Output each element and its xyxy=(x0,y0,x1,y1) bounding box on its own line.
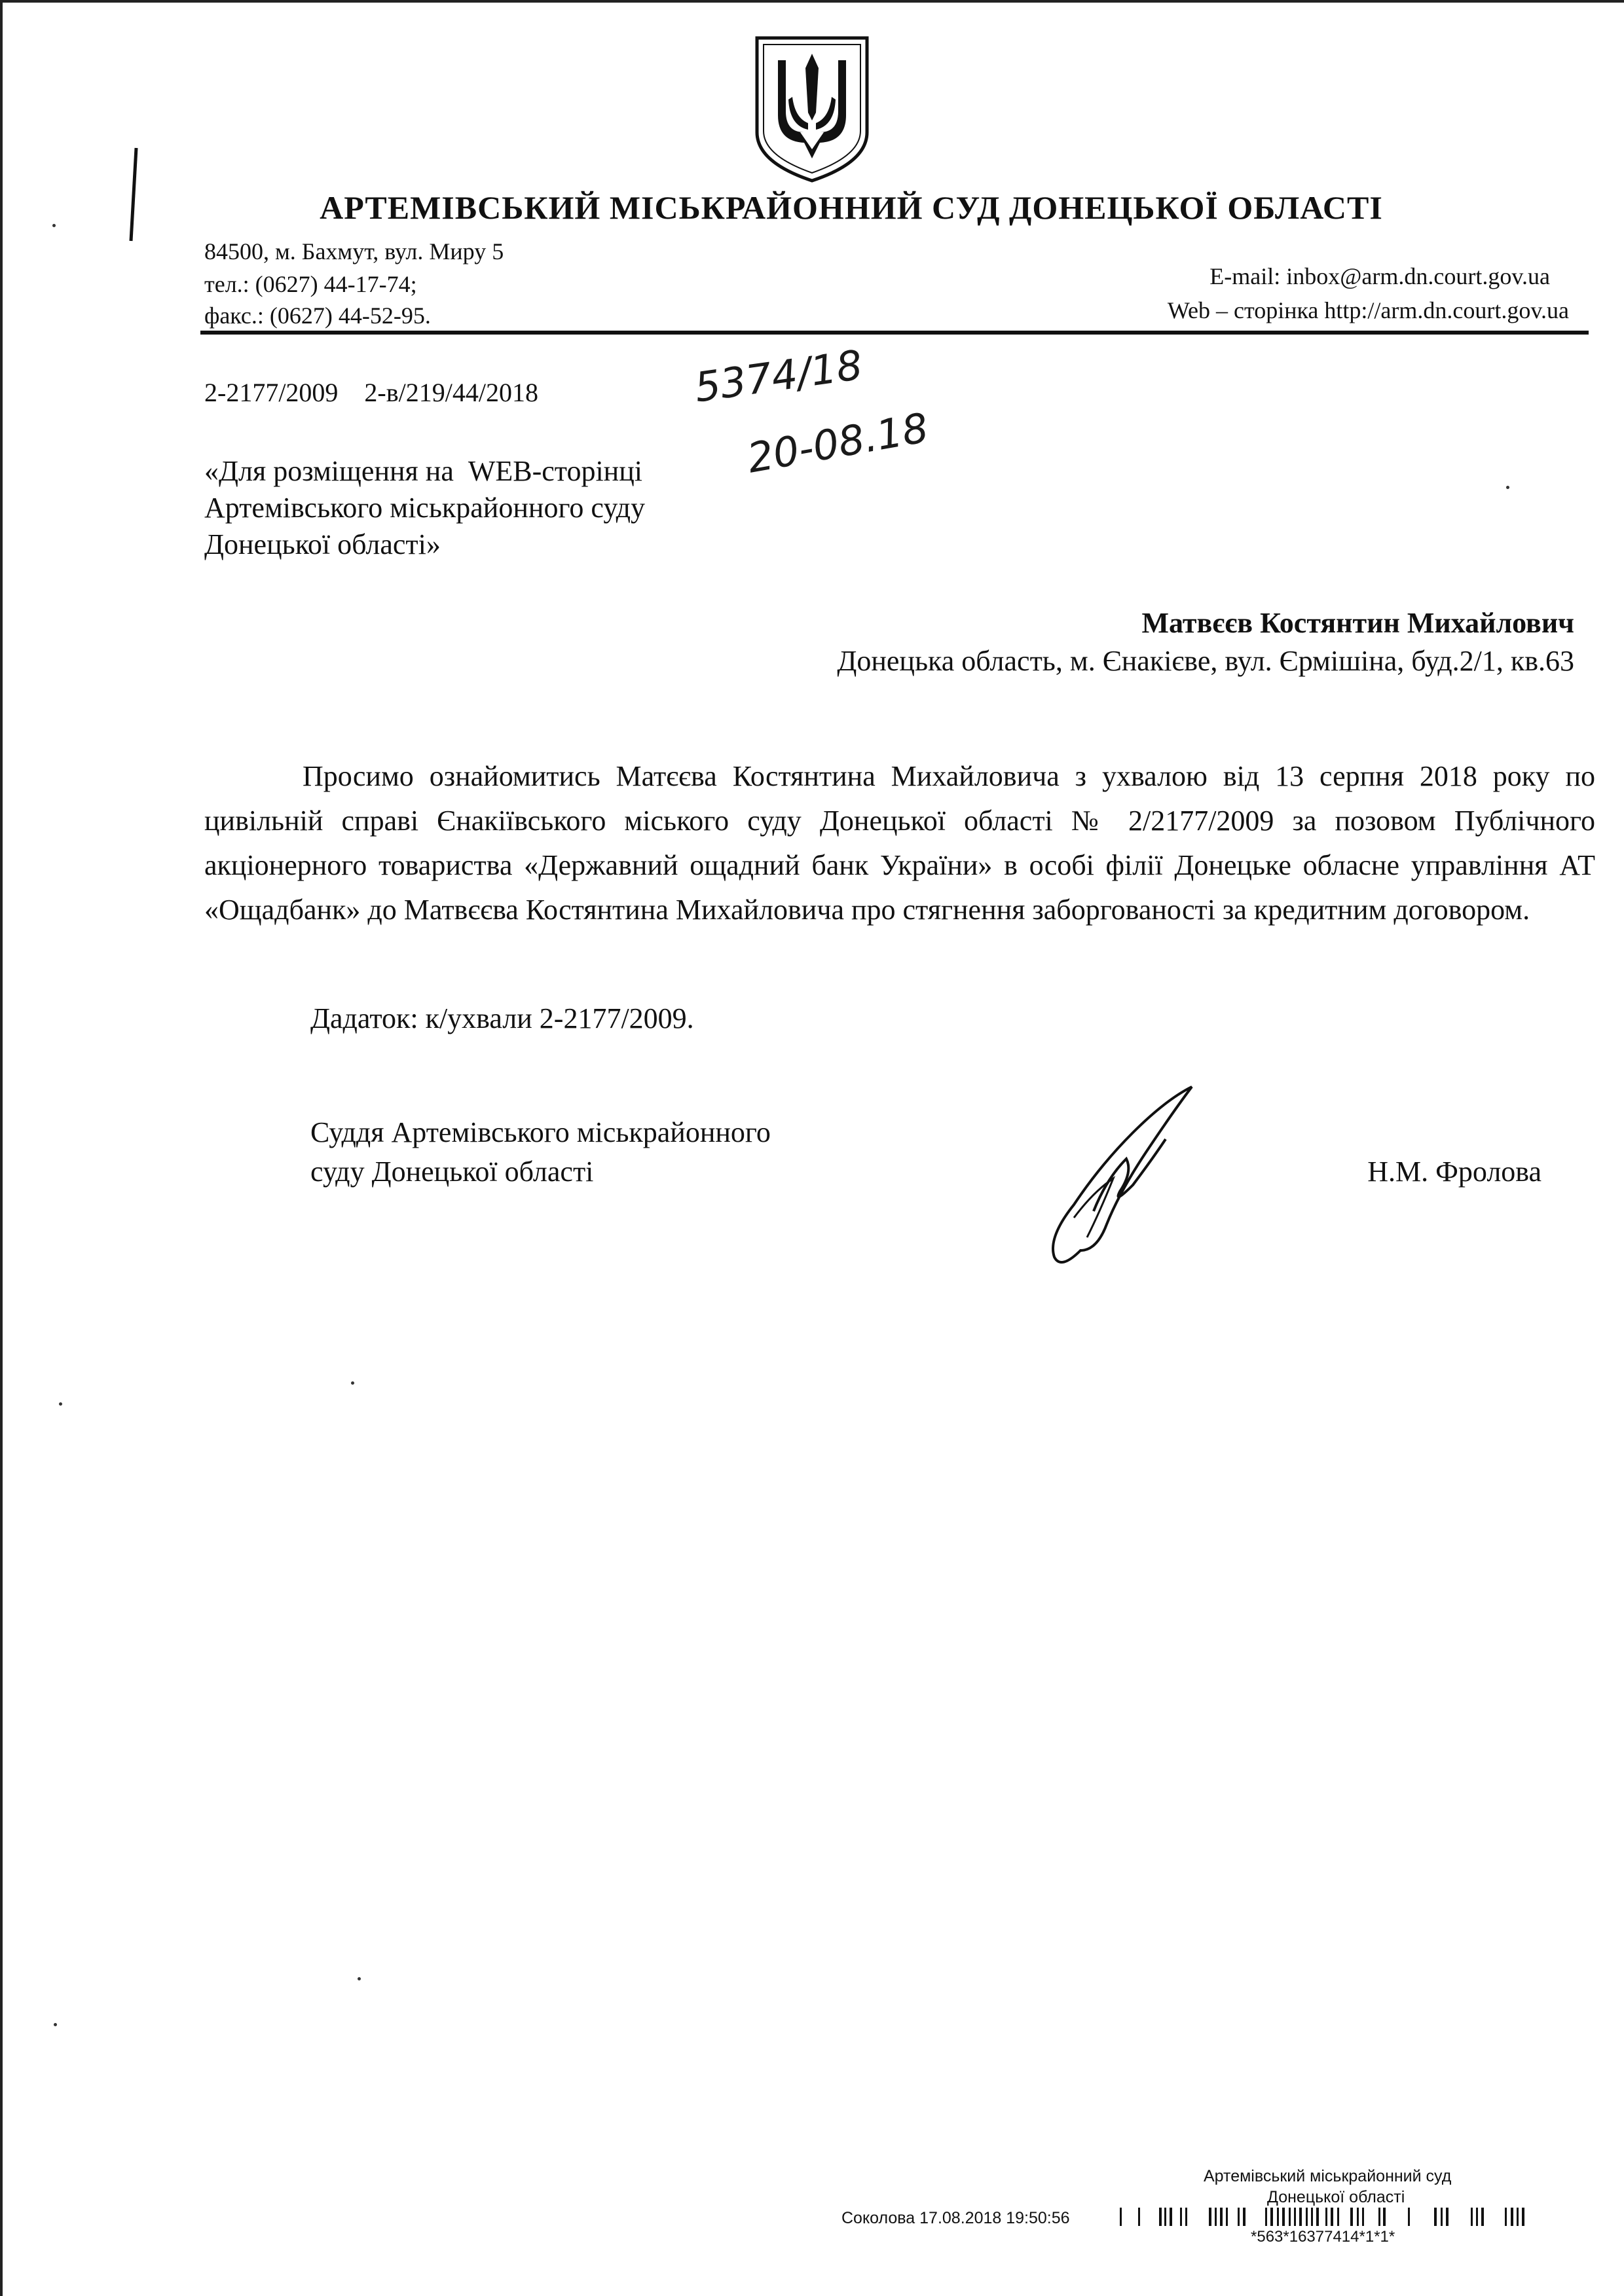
scan-speck xyxy=(59,1402,62,1406)
header-divider xyxy=(200,331,1589,335)
trident-coat-of-arms-icon xyxy=(752,34,872,185)
court-website[interactable]: Web – сторінка http://arm.dn.court.gov.ua xyxy=(1167,297,1569,323)
margin-pen-stroke xyxy=(128,145,139,244)
scan-speck xyxy=(358,1977,361,1980)
stamp-court-region: Донецької області xyxy=(1267,2188,1405,2206)
court-fax: факс.: (0627) 44-52-95. xyxy=(204,302,431,329)
handwritten-registration-number: 5374/18 xyxy=(692,340,866,412)
scan-edge-top xyxy=(0,0,1624,3)
court-name: АРТЕМІВСЬКИЙ МІСЬКРАЙОННИЙ СУД ДОНЕЦЬКОЇ ОБЛАСТІ xyxy=(320,189,1383,226)
handwritten-signature xyxy=(1035,1080,1205,1277)
scan-edge-left xyxy=(0,0,3,2296)
court-phone: тел.: (0627) 44-17-74; xyxy=(204,271,417,297)
attachment-note: Дадаток: к/ухвали 2-2177/2009. xyxy=(310,1002,694,1034)
placement-note-line: «Для розміщення на WEB-сторінці xyxy=(204,455,642,487)
scan-speck xyxy=(54,2023,57,2026)
letter-body: Просимо ознайомитись Матєєва Костянтина Михайловича з ухвалою від 13 серпня 2018 року по цивільній справі Єнакіївського міського суду Донецької області № 2/2177/2009 за позовом Публічного акціонерного товариства «Державний ощадний банк України» в особі філії Донецьке обласне управління АТ «Ощадбанк» до Матвєєва Костянтина Михайловича про стягнення заборгованості за кредитним договором. xyxy=(204,760,1595,926)
barcode xyxy=(1120,2206,1585,2227)
signer-title-line: суду Донецької області xyxy=(310,1156,594,1188)
recipient-name: Матвєєв Костянтин Михайлович xyxy=(1141,607,1574,639)
signer-name: Н.М. Фролова xyxy=(1367,1156,1541,1188)
court-email[interactable]: E-mail: inbox@arm.dn.court.gov.ua xyxy=(1209,263,1550,289)
placement-note-line: Донецької області» xyxy=(204,528,441,560)
scan-speck xyxy=(52,224,56,227)
handwritten-date: 20-08.18 xyxy=(743,403,932,483)
stamp-court-name: Артемівський міськрайонний суд xyxy=(1204,2167,1452,2185)
placement-note-line: Артемівського міськрайонного суду xyxy=(204,492,645,524)
scan-speck xyxy=(1506,486,1509,489)
signer-title-line: Суддя Артемівського міськрайонного xyxy=(310,1116,771,1148)
recipient-address: Донецька область, м. Єнакієве, вул. Єрмішіна, буд.2/1, кв.63 xyxy=(837,645,1574,677)
case-numbers: 2-2177/2009 2-в/219/44/2018 xyxy=(204,378,538,407)
stamp-document-code: *563*16377414*1*1* xyxy=(1251,2228,1395,2246)
stamp-operator-datetime: Соколова 17.08.2018 19:50:56 xyxy=(841,2209,1070,2227)
court-address: 84500, м. Бахмут, вул. Миру 5 xyxy=(204,238,504,264)
scan-speck xyxy=(351,1381,354,1385)
